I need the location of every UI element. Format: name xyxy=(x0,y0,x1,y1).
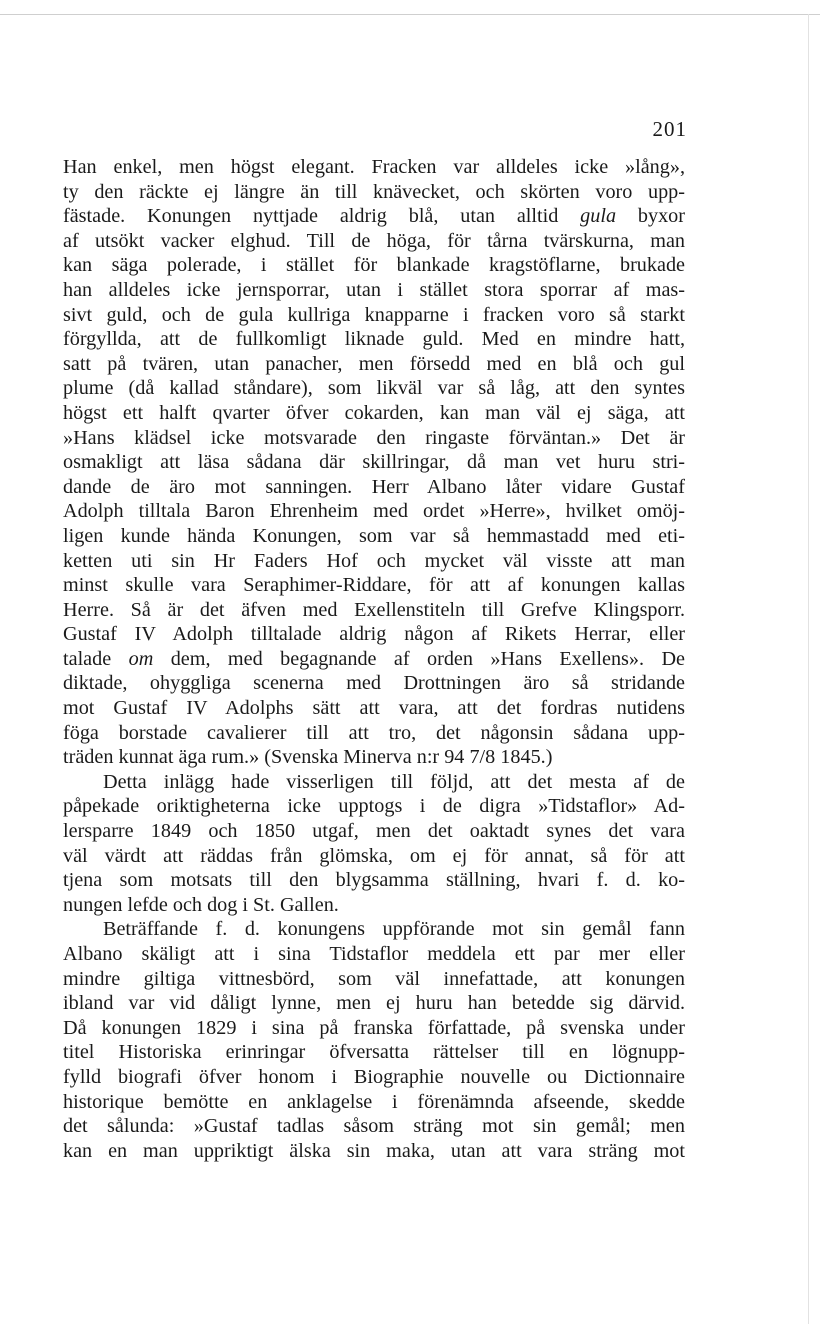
text-line: Adolph tilltala Baron Ehrenheim med ordet »Herre», hvilket omöj- xyxy=(63,500,685,523)
text-line: ketten uti sin Hr Faders Hof och mycket väl visste att man xyxy=(63,549,685,572)
text-line: ligen kunde hända Konungen, som var så hemmastadd med eti- xyxy=(63,524,685,547)
text-line: lersparre 1849 och 1850 utgaf, men det oaktadt synes det vara xyxy=(63,820,685,843)
text-line: Han enkel, men högst elegant. Fracken var alldeles icke »lång», xyxy=(63,156,685,178)
paragraph xyxy=(63,917,685,1163)
text-line: af utsökt vacker elghud. Till de höga, för tårna tvärskurna, man xyxy=(63,229,685,252)
text-line: väl värdt att räddas från glömska, om ej för annat, så för att xyxy=(63,844,685,867)
text-line: Då konungen 1829 i sina på franska författade, på svenska under xyxy=(63,1016,685,1039)
text-line: sivt guld, och de gula kullriga knapparne i fracken voro så starkt xyxy=(63,303,685,326)
text-line: mot Gustaf IV Adolphs sätt att vara, att det fordras nutidens xyxy=(63,697,685,720)
text-line: föga borstade cavalierer till att tro, det någonsin sådana upp- xyxy=(63,721,685,744)
text-line: osmakligt att läsa sådana där skillringar, då man vet huru stri- xyxy=(63,451,685,474)
text-line: ibland var vid dåligt lynne, men ej huru han betedde sig därvid. xyxy=(63,992,685,1015)
text-line: minst skulle vara Seraphimer-Riddare, för att af konungen kallas xyxy=(63,574,685,597)
text-line: nungen lefde och dog i St. Gallen. xyxy=(63,893,339,916)
text-line: »Hans klädsel icke motsvarade den ringaste förväntan.» Det är xyxy=(63,426,685,449)
text-line: kan en man uppriktigt älska sin maka, utan att vara sträng mot xyxy=(63,1139,685,1162)
text-line: talade om dem, med begagnande af orden »Hans Exellens». De xyxy=(63,647,685,670)
text-line: Herre. Så är det äfven med Exellenstiteln till Grefve Klingsporr. xyxy=(63,598,685,621)
text-line: satt på tvären, utan panacher, men försedd med en blå och gul xyxy=(63,352,685,375)
text-line: kan säga polerade, i stället för blankade kragstöflarne, brukade xyxy=(63,254,685,277)
scan-edge-right xyxy=(808,14,809,1324)
text-line: träden kunnat äga rum.» (Svenska Minerva n:r 94 7/8 1845.) xyxy=(63,746,553,769)
text-line: Beträffande f. d. konungens uppförande mot sin gemål fann xyxy=(103,918,685,941)
text-line: högst ett halft qvarter öfver cokarden, kan man väl ej säga, att xyxy=(63,401,685,424)
text-line: diktade, ohyggliga scenerna med Drottningen äro så stridande xyxy=(63,672,685,695)
text-line: plume (då kallad ståndare), som likväl var så låg, att den syntes xyxy=(63,377,685,400)
text-line: det sålunda: »Gustaf tadlas såsom sträng mot sin gemål; men xyxy=(63,1115,685,1138)
paragraph xyxy=(63,770,685,918)
scan-edge-top xyxy=(0,14,820,15)
text-line: fästade. Konungen nyttjade aldrig blå, utan alltid gula byxor xyxy=(63,205,685,228)
page-number: 201 xyxy=(652,117,687,141)
text-line: Detta inlägg hade visserligen till följd, att det mesta af de xyxy=(103,770,685,793)
text-line: titel Historiska erinringar öfversatta rättelser till en lögnupp- xyxy=(63,1041,685,1064)
text-line: historique bemötte en anklagelse i förenämnda afseende, skedde xyxy=(63,1090,685,1113)
text-line: fylld biografi öfver honom i Biographie nouvelle ou Dictionnaire xyxy=(63,1065,685,1088)
text-line: Albano skäligt att i sina Tidstaflor meddela ett par mer eller xyxy=(63,943,685,965)
text-line: mindre giltiga vittnesbörd, som väl innefattade, att konungen xyxy=(63,967,685,990)
text-line: ty den räckte ej längre än till knävecket, och skörten voro upp- xyxy=(63,180,685,203)
paragraph xyxy=(63,155,685,770)
body-text xyxy=(63,155,685,1163)
text-line: tjena som motsats till den blygsamma ställning, hvari f. d. ko- xyxy=(63,869,685,892)
text-line: påpekade oriktigheterna icke upptogs i de digra »Tidstaflor» Ad- xyxy=(63,795,685,818)
text-line: förgyllda, att de fullkomligt liknade guld. Med en mindre hatt, xyxy=(63,328,685,351)
text-line: dande de äro mot sanningen. Herr Albano låter vidare Gustaf xyxy=(63,475,685,498)
text-line: han alldeles icke jernsporrar, utan i stället stora sporrar af mas- xyxy=(63,278,685,301)
text-line: Gustaf IV Adolph tilltalade aldrig någon af Rikets Herrar, eller xyxy=(63,623,685,646)
